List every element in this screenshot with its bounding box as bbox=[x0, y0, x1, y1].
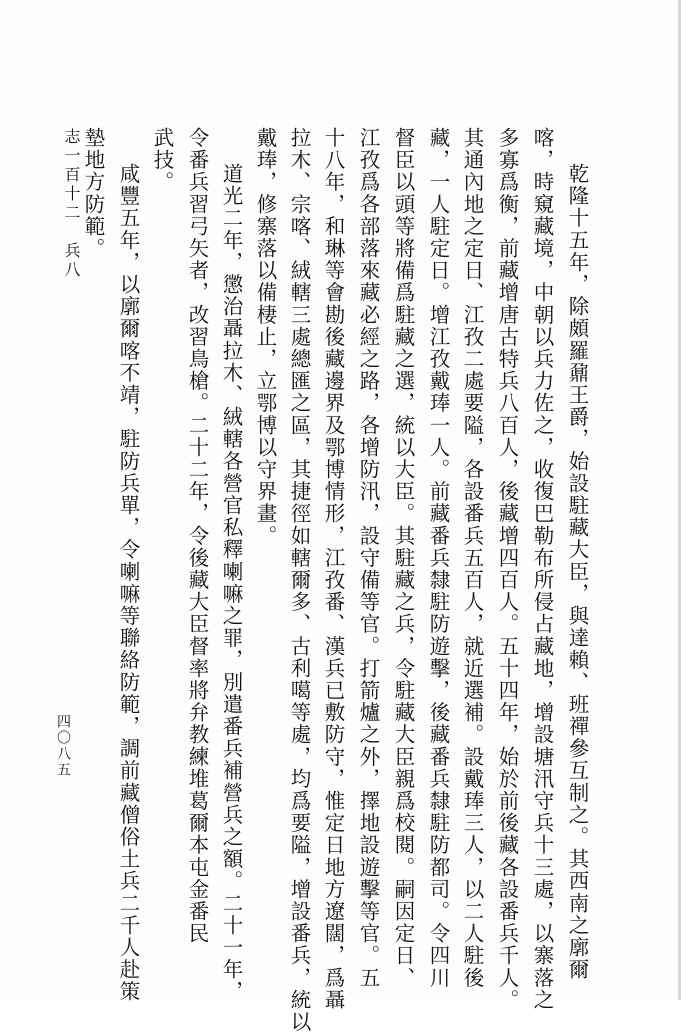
text-column-3: 多寡爲衡，前藏增唐古特兵八百人，後藏增四百人。五十四年，始於前後藏各設番兵千人。 bbox=[495, 127, 519, 1011]
text-column-2: 喀，時窺藏境，中朝以兵力佐之，收復巴勒布所侵占藏地，增設塘汛守兵十三處，以寨落之 bbox=[530, 127, 554, 1011]
text-column-6: 督臣以頭等將備爲駐藏之選，統以大臣。其駐藏之兵，令駐藏大臣親爲校閱。嗣因定日、 bbox=[391, 127, 415, 989]
text-column-14: 咸豐五年，以廓爾喀不靖，駐防兵單，令喇嘛等聯絡防範，調前藏僧俗土兵二千人赴策 bbox=[116, 163, 140, 1003]
running-header: 志一百十二 兵八 bbox=[62, 128, 81, 280]
text-column-13: 武技。 bbox=[150, 127, 174, 194]
text-column-10: 戴琫，修寨落以備棲止，立鄂博以守界畫。 bbox=[253, 127, 277, 547]
text-column-9: 拉木、宗喀、絨轄三處總匯之區，其捷徑如轄爾多、古利噶等處，均爲要隘，增設番兵，統以 bbox=[287, 127, 311, 1033]
text-column-12: 令番兵習弓矢者，改習鳥槍。二十二年，令後藏大臣督率將弁教練堆葛爾本屯金番民 bbox=[185, 127, 209, 945]
text-column-5: 藏，一人駐定日。增江孜戴琫一人。前藏番兵隸駐防遊擊，後藏番兵隸駐防都司。令四川 bbox=[426, 127, 450, 989]
text-column-8: 十八年，和琳等會勘後藏邊界及鄂博情形，江孜番、漢兵已敷防守，惟定日地方遼闊，爲聶 bbox=[321, 127, 345, 1011]
page-number: 四〇八五 bbox=[55, 714, 71, 778]
text-column-4: 其通內地之定日、江孜二處要隘，各設番兵五百人，就近選補。設戴琫三人，以二人駐後 bbox=[460, 127, 484, 989]
text-column-11: 道光二年，懲治聶拉木、絨轄各營官私釋喇嘛之罪，別遣番兵補營兵之額。二十一年， bbox=[219, 163, 243, 1003]
text-column-7: 江孜爲各部落來藏必經之路，各增防汛，設守備等官。打箭爐之外，擇地設遊擊等官。五 bbox=[356, 127, 380, 989]
text-column-1: 乾隆十五年，除頗羅鼐王爵，始設駐藏大臣，與達賴、班禪參互制之。其西南之廓爾 bbox=[565, 163, 589, 981]
text-column-15: 墊地方防範。 bbox=[81, 127, 105, 260]
